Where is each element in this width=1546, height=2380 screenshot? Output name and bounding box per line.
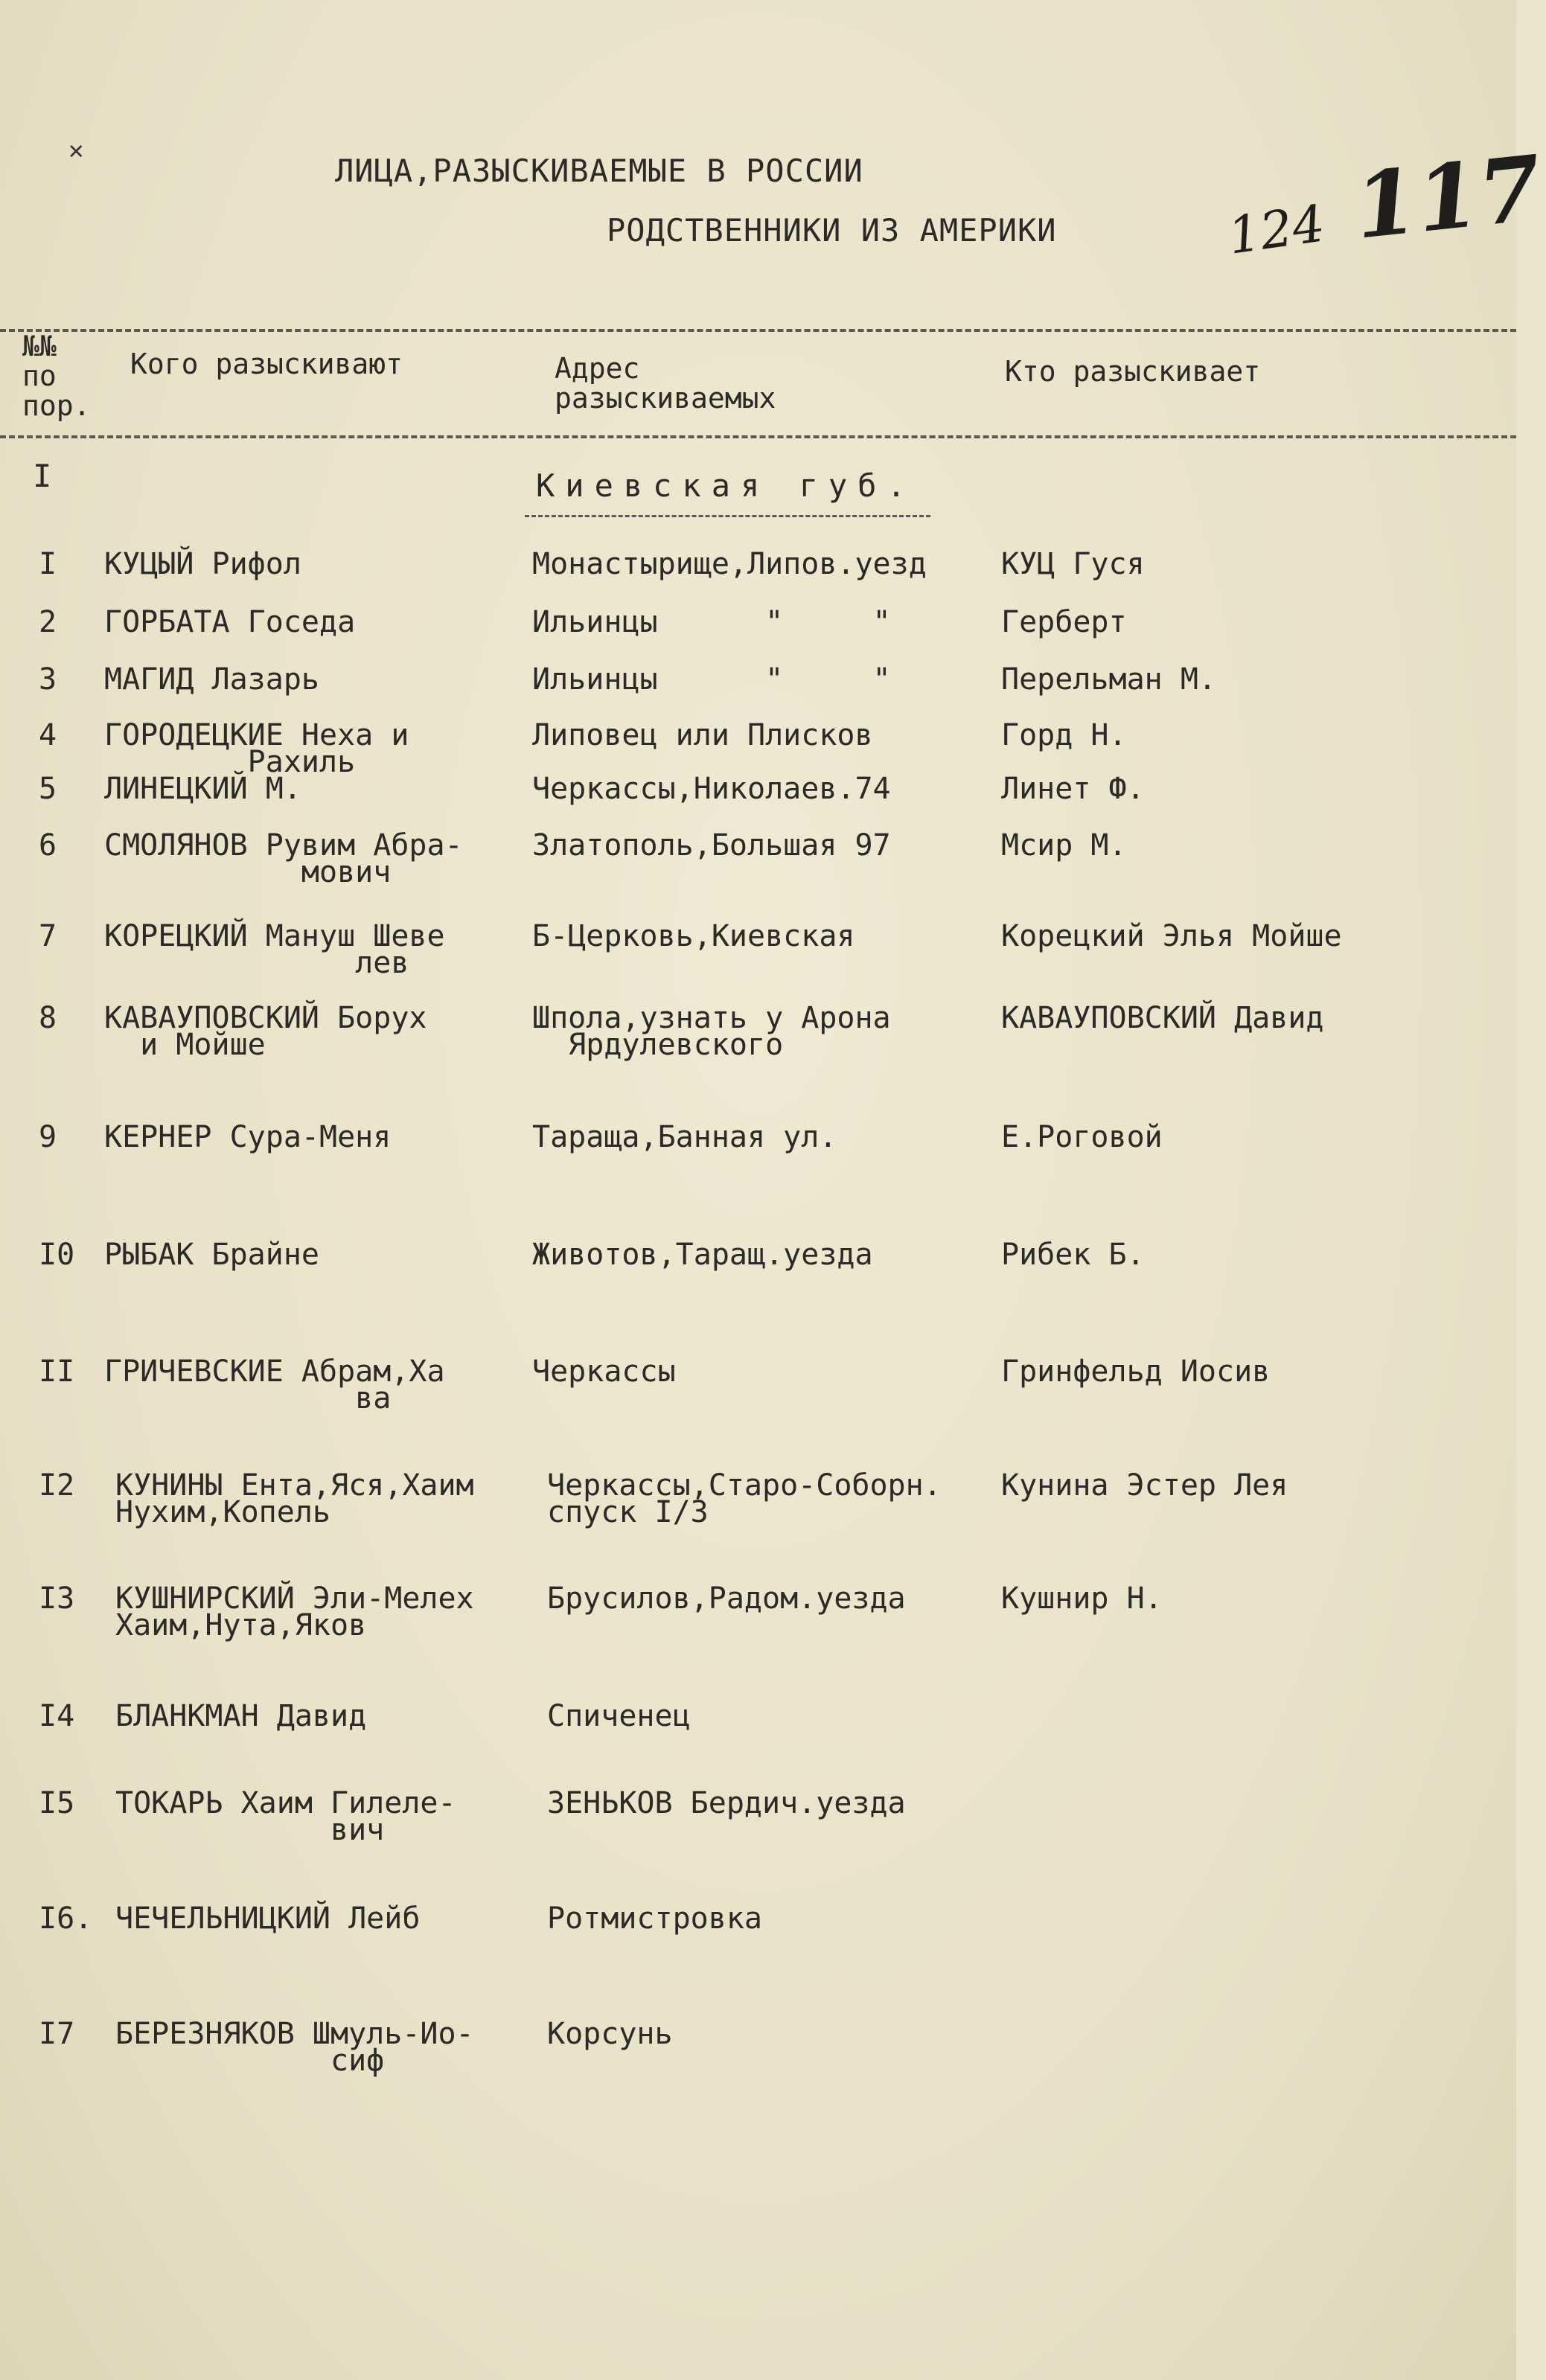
sought-person: КУНИНЫ Ента,Яся,Хаим Нухим,Копель xyxy=(115,1468,474,1529)
col-header-who: Кого разыскивают xyxy=(130,348,403,380)
section-heading: Киевская губ. xyxy=(536,467,916,504)
section-index: I xyxy=(33,458,53,494)
title-line-2: РОДСТВЕННИКИ ИЗ АМЕРИКИ xyxy=(607,212,1057,249)
sought-person: ЛИНЕЦКИЙ М. xyxy=(104,772,301,806)
handwritten-number-small: 124 xyxy=(1224,194,1329,266)
sought-person: БЕРЕЗНЯКОВ Шмуль-Ио- сиф xyxy=(115,2017,474,2078)
seeker-name: Е.Роговой xyxy=(1001,1120,1163,1154)
sought-person: КУШНИРСКИЙ Эли-Мелех Хаим,Нута,Яков xyxy=(115,1581,474,1642)
header-rule-top xyxy=(0,329,1516,332)
sought-person: СМОЛЯНОВ Рувим Абра- мович xyxy=(104,828,463,889)
sought-person: ЧЕЧЕЛЬНИЦКИЙ Лейб xyxy=(115,1901,421,1936)
row-number: I xyxy=(39,547,57,581)
sought-address: Б-Церковь,Киевская xyxy=(532,919,855,953)
handwritten-number-large: 117 xyxy=(1349,135,1546,260)
sought-address: Ильинцы " " xyxy=(532,662,891,697)
seeker-name: Корецкий Элья Мойше xyxy=(1001,919,1342,953)
header-rule-bottom xyxy=(0,435,1516,438)
row-number: 8 xyxy=(39,1001,57,1035)
row-number: 5 xyxy=(39,772,57,806)
sought-address: Корсунь xyxy=(547,2017,673,2051)
row-number: 6 xyxy=(39,828,57,863)
sought-person: ГОРОДЕЦКИЕ Неха и Рахиль xyxy=(104,718,409,779)
row-number: I3 xyxy=(39,1581,75,1616)
sought-address: ЗЕНЬКОВ Бердич.уезда xyxy=(547,1786,906,1820)
sought-person: ТОКАРЬ Хаим Гилеле- вич xyxy=(115,1786,456,1847)
row-number: 4 xyxy=(39,718,57,752)
col-header-seeker: Кто разыскивает xyxy=(1005,355,1261,388)
sought-address: Черкассы xyxy=(532,1354,676,1389)
sought-person: КЕРНЕР Сура-Меня xyxy=(104,1120,392,1154)
row-number: I5 xyxy=(39,1786,75,1820)
title-line-1: ЛИЦА,РАЗЫСКИВАЕМЫЕ В РОССИИ xyxy=(335,153,863,189)
row-number: I4 xyxy=(39,1699,75,1733)
sought-address: Златополь,Большая 97 xyxy=(532,828,891,863)
col-header-address: Адрес разыскиваемых xyxy=(555,352,776,415)
seeker-name: Герберт xyxy=(1001,605,1127,639)
sought-person: КАВАУПОВСКИЙ Борух и Мойше xyxy=(104,1001,427,1062)
row-number: I7 xyxy=(39,2017,75,2051)
sought-address: Шпола,узнать у Арона Ярдулевского xyxy=(532,1001,891,1062)
seeker-name: Кунина Эстер Лея xyxy=(1001,1468,1288,1503)
sought-person: МАГИД Лазарь xyxy=(104,662,319,697)
seeker-name: Линет Ф. xyxy=(1001,772,1145,806)
row-number: I0 xyxy=(39,1238,75,1272)
sought-address: Брусилов,Радом.уезда xyxy=(547,1581,906,1616)
row-number: 7 xyxy=(39,919,57,953)
row-number: 9 xyxy=(39,1120,57,1154)
seeker-name: Перельман М. xyxy=(1001,662,1216,697)
seeker-name: КУЦ Гуся xyxy=(1001,547,1145,581)
seeker-name: Гринфельд Иосив xyxy=(1001,1354,1271,1389)
sought-address: Таращa,Банная ул. xyxy=(532,1120,837,1154)
sought-address: Монастырище,Липов.уезд xyxy=(532,547,927,581)
sought-person: КОРЕЦКИЙ Мануш Шеве лев xyxy=(104,919,445,980)
sought-address: Липовец или Плисков xyxy=(532,718,873,752)
sought-address: Черкассы,Николаев.74 xyxy=(532,772,891,806)
row-number: I6. xyxy=(39,1901,93,1936)
margin-mark: ✕ xyxy=(68,135,84,165)
sought-address: Черкассы,Старо-Соборн. спуск I/3 xyxy=(547,1468,942,1529)
seeker-name: КАВАУПОВСКИЙ Давид xyxy=(1001,1001,1324,1035)
col-header-num: №№ по пор. xyxy=(22,330,91,422)
section-underline xyxy=(525,515,930,517)
sought-person: БЛАНКМАН Давид xyxy=(115,1699,367,1733)
sought-address: Ильинцы " " xyxy=(532,605,891,639)
seeker-name: Горд Н. xyxy=(1001,718,1127,752)
sought-person: ГРИЧЕВСКИЕ Абрам,Ха ва xyxy=(104,1354,445,1415)
seeker-name: Мсир М. xyxy=(1001,828,1127,863)
row-number: 3 xyxy=(39,662,57,697)
sought-address: Ротмистровка xyxy=(547,1901,762,1936)
sought-address: Животов,Таращ.уезда xyxy=(532,1238,873,1272)
row-number: II xyxy=(39,1354,75,1389)
sought-address: Спиченец xyxy=(547,1699,691,1733)
seeker-name: Кушнир Н. xyxy=(1001,1581,1163,1616)
row-number: 2 xyxy=(39,605,57,639)
sought-person: ГОРБАТА Госеда xyxy=(104,605,356,639)
row-number: I2 xyxy=(39,1468,75,1503)
sought-person: РЫБАК Брайне xyxy=(104,1238,319,1272)
sought-person: КУЦЫЙ Рифол xyxy=(104,547,301,581)
seeker-name: Рибек Б. xyxy=(1001,1238,1145,1272)
